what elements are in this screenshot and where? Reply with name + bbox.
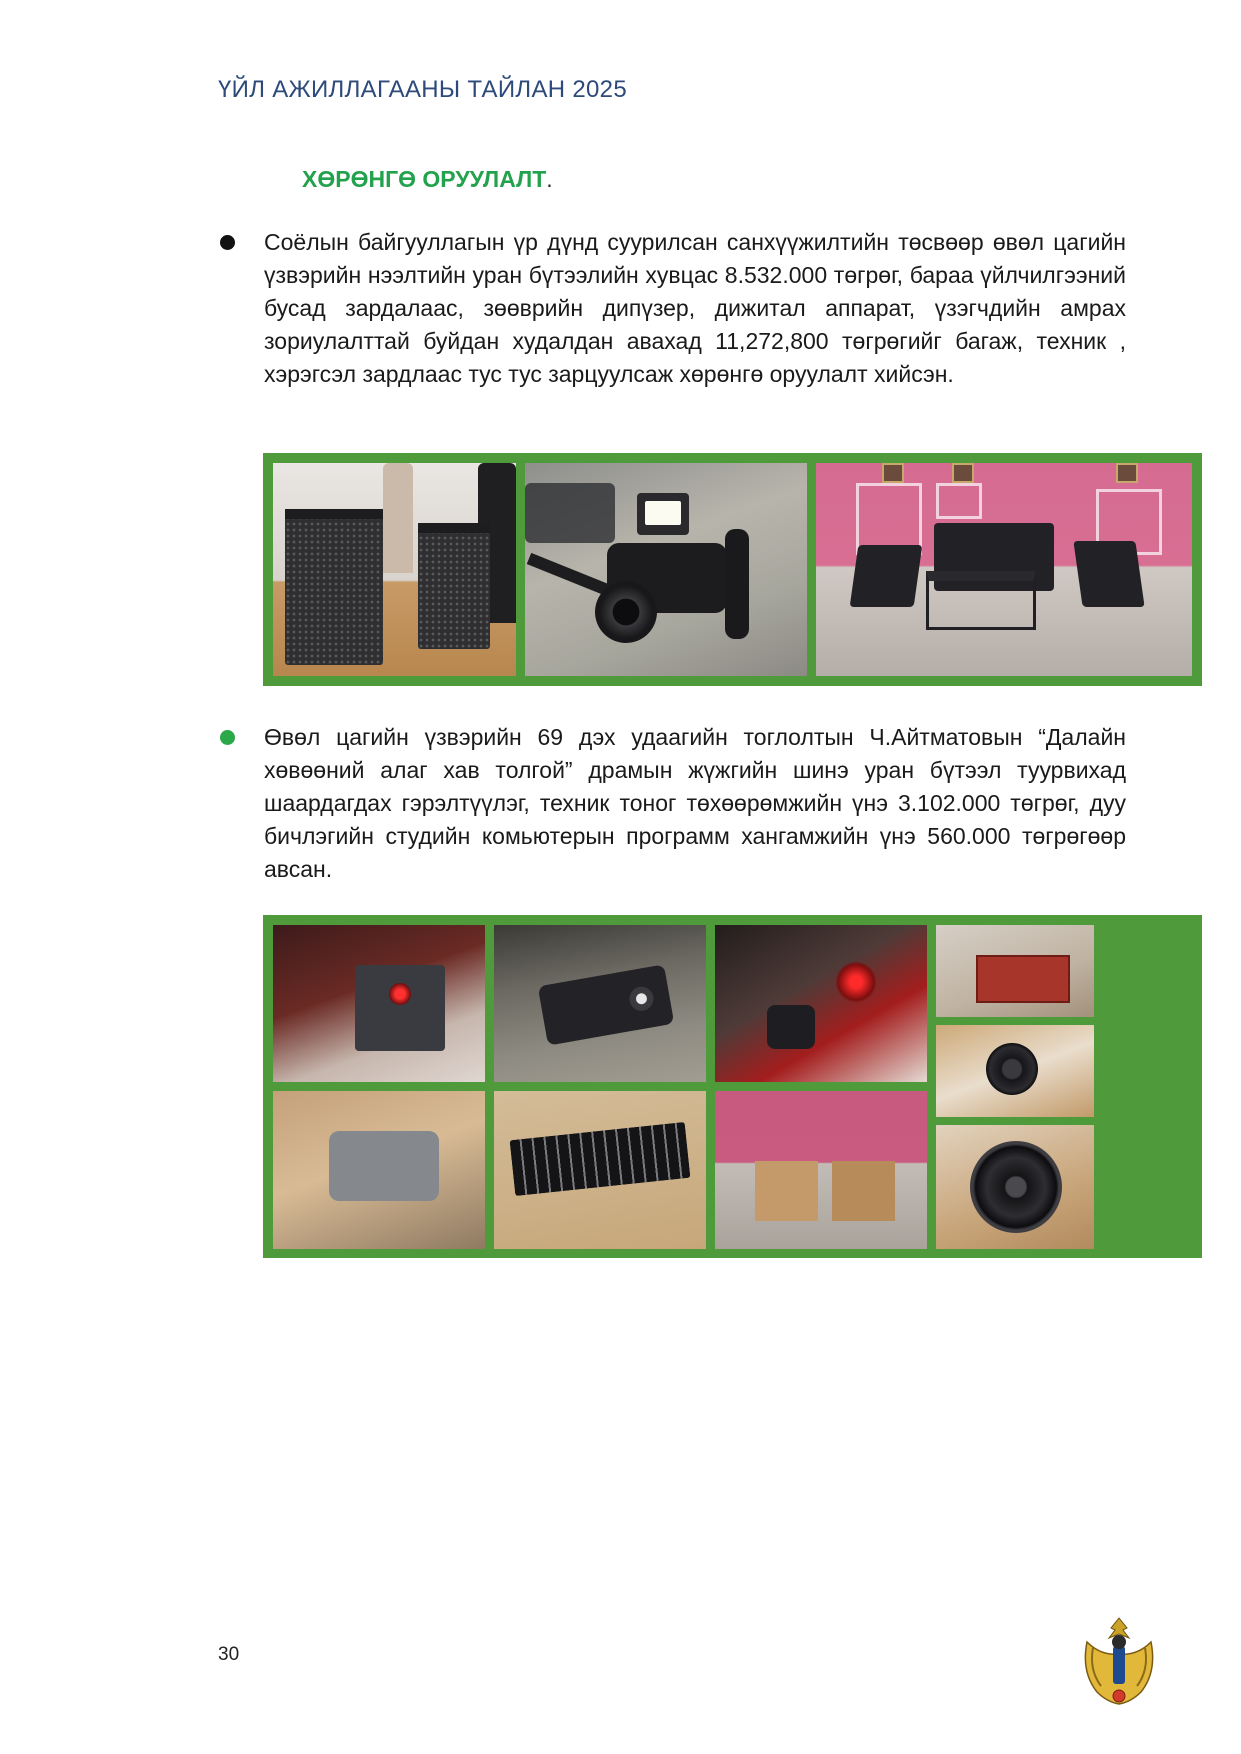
page-number: 30 — [218, 1644, 240, 1665]
product-box — [976, 955, 1070, 1003]
fog-machine — [538, 964, 674, 1045]
moving-head-lights — [329, 1131, 439, 1201]
photo-sofa-set — [816, 463, 1192, 676]
wall-portrait — [1116, 463, 1138, 483]
photo-fog-machine — [494, 925, 706, 1082]
cardboard-boxes — [755, 1161, 895, 1221]
photo-red-stage-light — [715, 925, 927, 1082]
photo-moving-heads-box — [273, 1091, 485, 1249]
armchair-left — [850, 545, 923, 607]
emblem-logo-icon — [1077, 1612, 1161, 1708]
photo-collage-equipment — [263, 453, 1202, 686]
camera-led-light — [637, 493, 689, 535]
photo-laser-projector — [273, 925, 485, 1082]
armchair-right — [1073, 541, 1144, 607]
report-header-title: ҮЙЛ АЖИЛЛАГААНЫ ТАЙЛАН 2025 — [218, 76, 627, 103]
section-title — [302, 166, 553, 193]
speaker-large — [285, 515, 383, 665]
photo-speaker-driver-small — [936, 1025, 1094, 1117]
photo-camera — [525, 463, 807, 676]
speaker-driver — [986, 1043, 1038, 1095]
speaker-small — [418, 529, 490, 649]
photo-speaker-driver-large — [936, 1125, 1094, 1249]
bullet-green-icon — [220, 730, 235, 745]
paragraph-investment-2: Өвөл цагийн үзвэрийн 69 дэх удаагийн тоглолтын Ч.Айтматовын “Далайн хөвөөний алаг хав толгой” драмын жүжгийн шинэ уран бүтээл туурвихад шаардагдах гэрэлтүүлэг, техник тоног төхөөрөмжийн үнэ 3.102.000 төгрөг, дуу бичлэгийн студийн комьютерын программ хангамжийн үнэ 560.000 төгрөгөөр авсан. — [264, 724, 1126, 882]
section-title-text: ХӨРӨНГӨ ОРУУЛАЛТ — [302, 166, 547, 192]
laser-projector — [355, 965, 445, 1051]
dmx-controller — [510, 1122, 691, 1196]
red-light-beam — [835, 961, 877, 1003]
photo-speakers — [273, 463, 516, 676]
stage-spotlight — [767, 1005, 815, 1049]
paragraph-investment-1: Соёлын байгууллагын үр дүнд суурилсан санхүүжилтийн төсвөөр өвөл цагийн үзвэрийн нээлтийн уран бүтээлийн хувцас 8.532.000 төгрөг, бараа үйлчилгээний бусад зардалаас, зөөврийн дипүзер, дижитал аппарат, үзэгчдийн амрах зориулалттай буйдан худалдан авахад 11,272,800 төгрөгийг багаж, техник , хэрэгсэл зардлаас тус тус зарцуулсаж хөрөнгө оруулалт хийсэн. — [264, 229, 1126, 387]
wall-molding — [936, 483, 982, 519]
photo-red-boxes — [936, 925, 1094, 1017]
camera-grip — [725, 529, 749, 639]
background-chairs — [525, 483, 615, 543]
photo-dmx-controller — [494, 1091, 706, 1249]
bullet-black-icon — [220, 235, 235, 250]
camera-lens — [595, 581, 657, 643]
photo-collage-lighting-equipment — [263, 915, 1202, 1258]
photo-person-figure — [383, 463, 413, 573]
photo-equipment-boxes — [715, 1091, 927, 1249]
coffee-table — [926, 571, 1036, 630]
section-title-period: . — [546, 166, 553, 192]
wall-portrait — [952, 463, 974, 483]
speaker-driver — [970, 1141, 1062, 1233]
wall-portrait — [882, 463, 904, 483]
